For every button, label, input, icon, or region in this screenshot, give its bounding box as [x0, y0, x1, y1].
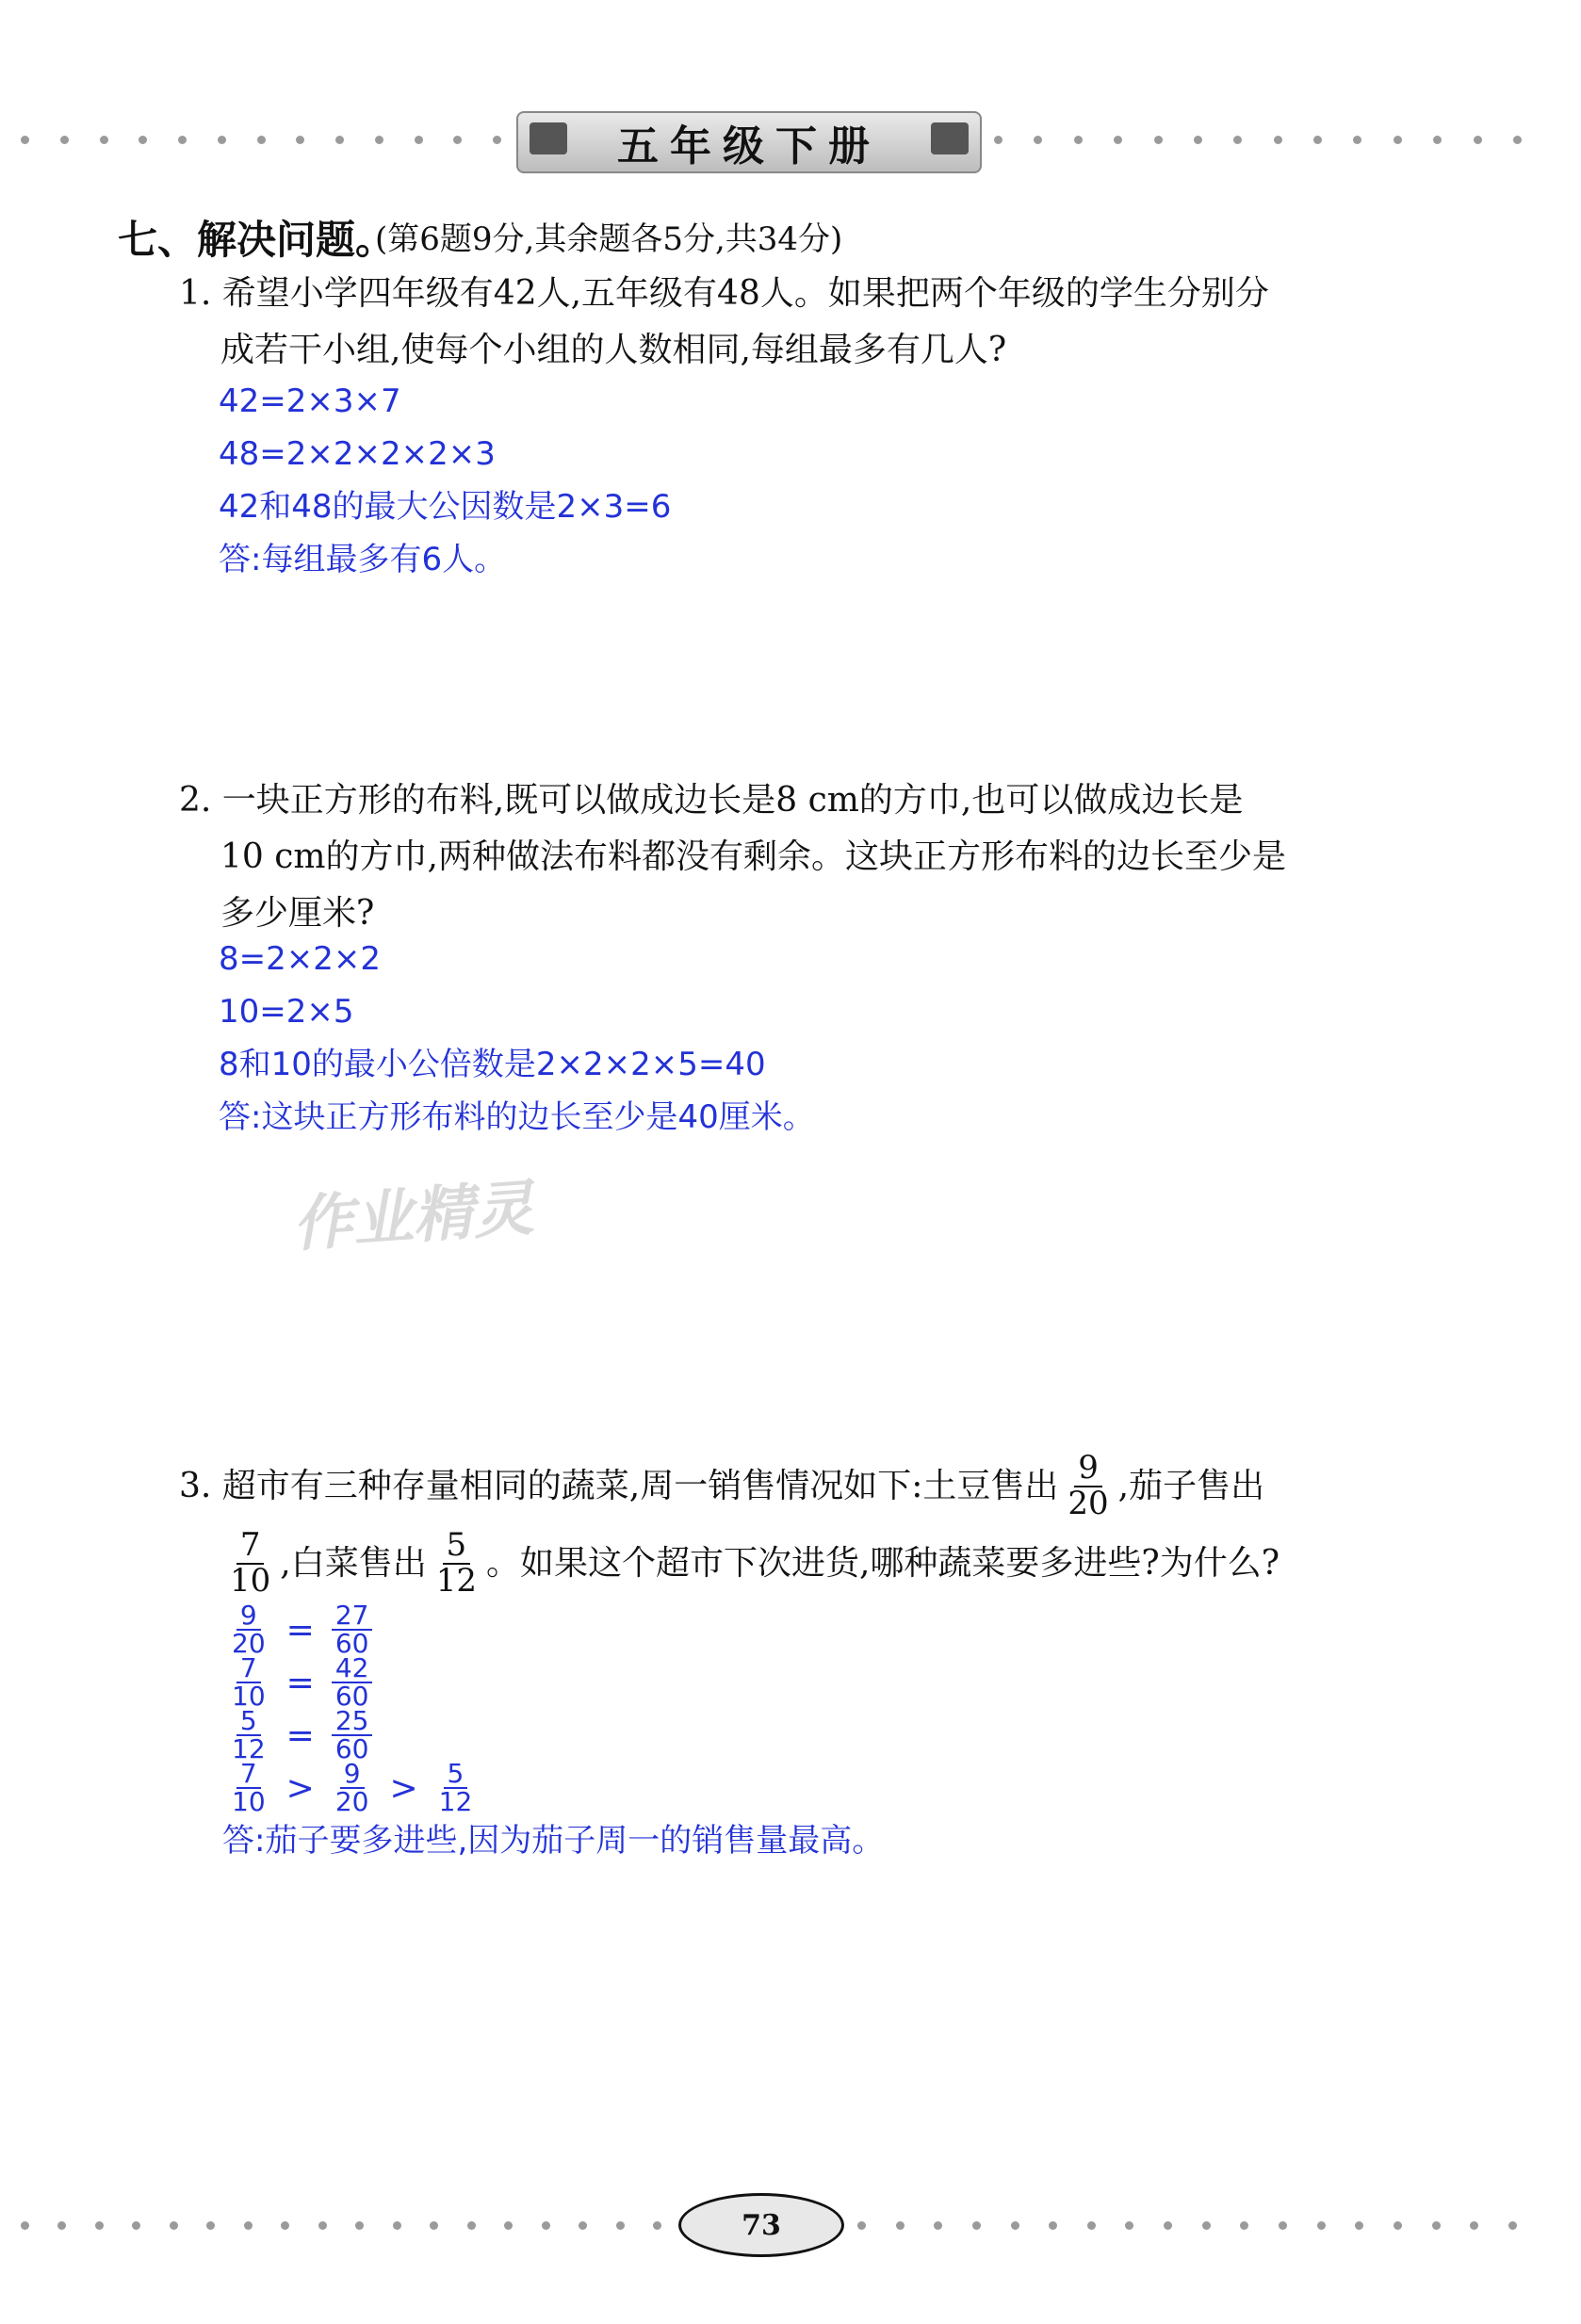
footer-dots-left — [21, 2219, 661, 2231]
question-3 — [179, 1449, 1404, 1603]
book-icon — [530, 122, 567, 154]
answer-2-line-3: 8和10的最小公倍数是2×2×2×5=40 — [219, 1046, 766, 1083]
answer-1-line-1: 42=2×3×7 — [219, 382, 401, 420]
header-dots-left — [21, 134, 501, 145]
question-3-text-1a: 3. 超市有三种存量相同的蔬菜,周一销售情况如下:土豆售出 — [179, 1467, 1059, 1505]
footer-dots-right — [857, 2219, 1517, 2231]
page-number: 73 — [742, 2208, 781, 2242]
page-number-badge — [678, 2193, 844, 2257]
pencil-icon — [931, 122, 969, 154]
page-title: 五年级下册 — [617, 122, 881, 171]
question-2 — [179, 772, 1286, 942]
question-1-line-2: 成若干小组,使每个小组的人数相同,每组最多有几人? — [220, 331, 1007, 369]
question-1 — [179, 266, 1269, 379]
question-1-line-1: 1. 希望小学四年级有42人,五年级有48人。如果把两个年级的学生分别分 — [179, 274, 1269, 313]
fraction-cabbage: $\frac{5}{12}$ — [435, 1526, 477, 1600]
fraction-potato: $\frac{9}{20}$ — [1068, 1449, 1109, 1522]
answer-2-line-1: 8=2×2×2 — [219, 940, 381, 978]
question-3-text-2a: ,白菜售出 — [280, 1544, 427, 1583]
answer-3 — [222, 1600, 885, 1867]
question-2-line-3: 多少厘米? — [220, 894, 375, 933]
fraction-eggplant: $\frac{7}{10}$ — [230, 1526, 271, 1600]
answer-1 — [219, 375, 671, 586]
answer-2 — [219, 933, 815, 1144]
answer-3-eq-1: $\frac{9}{20}$ = $\frac{27}{60}$ — [222, 1603, 884, 1656]
answer-2-line-2: 10=2×5 — [219, 993, 354, 1031]
header-dots-right — [994, 134, 1522, 145]
watermark: 作业精灵 — [290, 1174, 536, 1260]
section-title: 七、解决问题。 — [118, 217, 396, 263]
question-3-text-1b: ,茄子售出 — [1117, 1467, 1265, 1505]
answer-3-conclusion: 答:茄子要多进些,因为茄子周一的销售量最高。 — [222, 1822, 885, 1860]
header-banner — [516, 111, 982, 173]
answer-2-line-4: 答:这块正方形布料的边长至少是40厘米。 — [219, 1098, 815, 1136]
question-2-line-2: 10 cm的方巾,两种做法布料都没有剩余。这块正方形布料的边长至少是 — [220, 837, 1286, 876]
question-3-text-2b: 。如果这个超市下次进货,哪种蔬菜要多进些?为什么? — [485, 1544, 1280, 1583]
question-2-line-1: 2. 一块正方形的布料,既可以做成边长是8 cm的方巾,也可以做成边长是 — [179, 781, 1244, 820]
answer-1-line-4: 答:每组最多有6人。 — [219, 541, 507, 578]
answer-3-eq-3: $\frac{5}{12}$ = $\frac{25}{60}$ — [222, 1709, 884, 1762]
section-score-note: (第6题9分,其余题各5分,共34分) — [375, 220, 843, 258]
answer-1-line-3: 42和48的最大公因数是2×3=6 — [219, 488, 672, 526]
answer-3-eq-2: $\frac{7}{10}$ = $\frac{42}{60}$ — [222, 1656, 884, 1709]
answer-1-line-2: 48=2×2×2×2×3 — [219, 435, 496, 473]
answer-3-comparison: $\frac{7}{10}$ > $\frac{9}{20}$ > $\frac{5}{12}$ — [232, 1758, 473, 1817]
